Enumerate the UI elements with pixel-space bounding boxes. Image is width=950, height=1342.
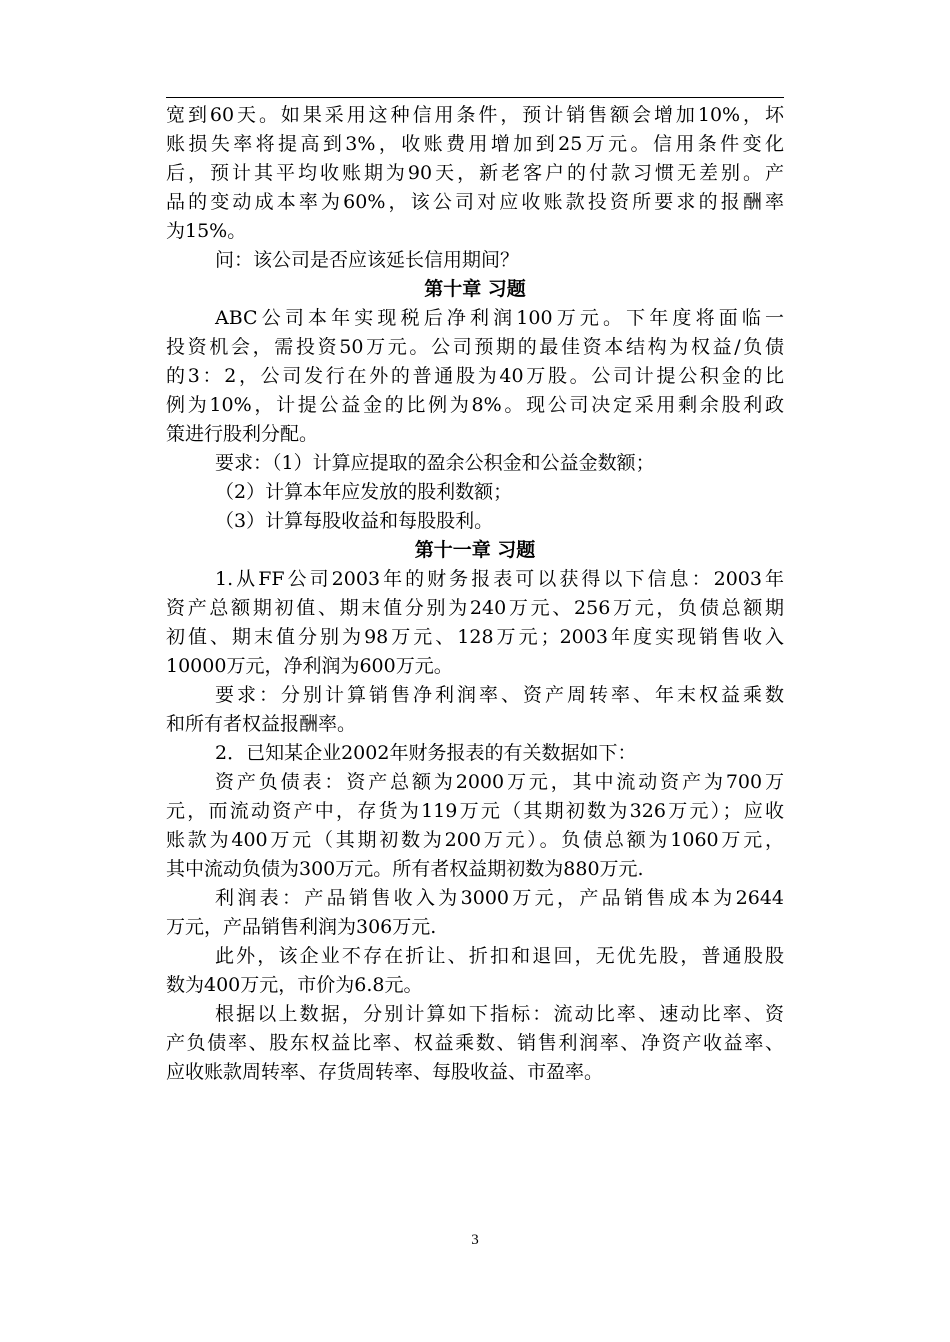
- text-line: 其中流动负债为300万元。所有者权益期初数为880万元.: [166, 858, 644, 880]
- text-line: 元，而流动资产中，存货为119万元（其期初数为326万元）；应收: [166, 800, 784, 822]
- text-line: 为15%。: [166, 220, 247, 242]
- text-line: 问：该公司是否应该延长信用期间？: [215, 249, 520, 271]
- text-line: 万元，产品销售利润为306万元.: [166, 916, 437, 938]
- text-line: 根据以上数据，分别计算如下指标：流动比率、速动比率、资: [215, 1003, 784, 1025]
- text-line: 利润表：产品销售收入为3000万元，产品销售成本为2644: [215, 887, 784, 909]
- page-number: 3: [471, 1232, 479, 1248]
- chapter-heading: 第十章 习题: [424, 278, 526, 300]
- text-line: 要求：（1）计算应提取的盈余公积金和公益金数额；: [215, 452, 655, 474]
- text-line: 品的变动成本率为60%，该公司对应收账款投资所要求的报酬率: [166, 191, 784, 213]
- text-line: 产负债率、股东权益比率、权益乘数、销售利润率、净资产收益率、: [166, 1032, 784, 1054]
- text-line: 后，预计其平均收账期为90天，新老客户的付款习惯无差别。产: [166, 162, 784, 184]
- text-line: 和所有者权益报酬率。: [166, 713, 357, 735]
- header-rule: [166, 97, 784, 98]
- text-line: 2．已知某企业2002年财务报表的有关数据如下：: [215, 742, 637, 764]
- text-line: 初值、期末值分别为98万元、128万元；2003年度实现销售收入: [166, 626, 784, 648]
- text-line: 投资机会，需投资50万元。公司预期的最佳资本结构为权益/负债: [166, 336, 784, 358]
- text-line: 此外，该企业不存在折让、折扣和退回，无优先股，普通股股: [215, 945, 784, 967]
- text-line: 的3：2，公司发行在外的普通股为40万股。公司计提公积金的比: [166, 365, 784, 387]
- text-line: （3）计算每股收益和每股股利。: [215, 510, 494, 532]
- text-line: 1.从FF公司2003年的财务报表可以获得以下信息：2003年: [215, 568, 784, 590]
- document-body: [166, 101, 784, 1087]
- chapter-heading: 第十一章 习题: [414, 539, 536, 561]
- text-line: 数为400万元，市价为6.8元。: [166, 974, 423, 996]
- text-line: 账损失率将提高到3%，收账费用增加到25万元。信用条件变化: [166, 133, 784, 155]
- text-line: 例为10%，计提公益金的比例为8%。现公司决定采用剩余股利政: [166, 394, 784, 416]
- text-line: 要求：分别计算销售净利润率、资产周转率、年末权益乘数: [215, 684, 784, 706]
- text-line: 应收账款周转率、存货周转率、每股收益、市盈率。: [166, 1061, 604, 1083]
- text-line: 10000万元，净利润为600万元。: [166, 655, 453, 677]
- text-line: 宽到60天。如果采用这种信用条件，预计销售额会增加10%，坏: [166, 104, 784, 126]
- text-line: 策进行股利分配。: [166, 423, 319, 445]
- text-line: ABC公司本年实现税后净利润100万元。下年度将面临一: [215, 307, 784, 329]
- text-line: 账款为400万元（其期初数为200万元）。负债总额为1060万元，: [166, 829, 784, 851]
- text-line: 资产总额期初值、期末值分别为240万元、256万元，负债总额期: [166, 597, 784, 619]
- text-line: 资产负债表：资产总额为2000万元，其中流动资产为700万: [215, 771, 784, 793]
- text-line: （2）计算本年应发放的股利数额；: [215, 481, 513, 503]
